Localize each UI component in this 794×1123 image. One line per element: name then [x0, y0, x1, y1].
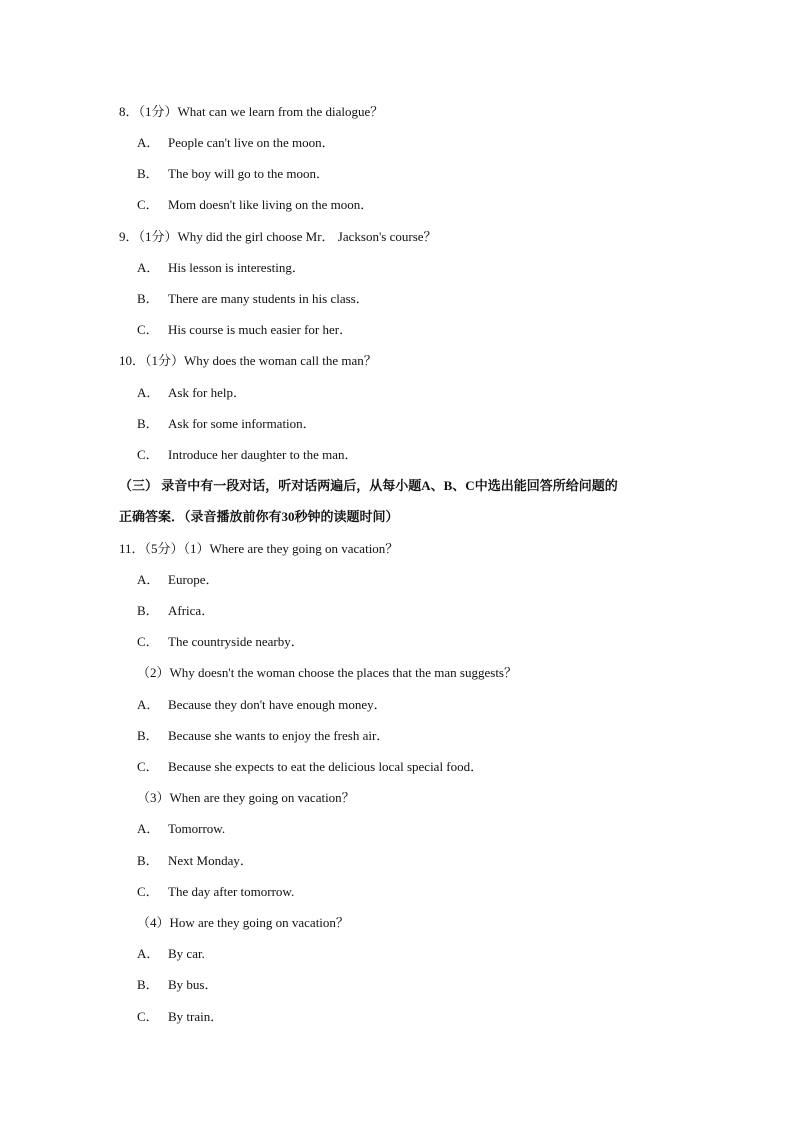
q11-part-2-prompt: （2）Why doesn't the woman choose the places that the man suggests？	[137, 665, 517, 680]
option-text: His lesson is interesting．	[168, 260, 305, 275]
option-text: Because she wants to enjoy the fresh air．	[168, 728, 390, 743]
option-text: There are many students in his class．	[168, 291, 369, 306]
q11-part-3-option-c	[137, 883, 294, 901]
question-9-prompt: 9．（1分）Why did the girl choose Mr． Jackson's course？	[119, 229, 437, 244]
option-letter: B．	[137, 166, 159, 181]
option-text: Introduce her daughter to the man．	[168, 447, 358, 462]
option-text: Mom doesn't like living on the moon．	[168, 197, 374, 212]
option-letter: A．	[137, 385, 160, 400]
question-11-prompt: 11．（5分）（1）Where are they going on vacation？	[119, 541, 399, 556]
option-text: His course is much easier for her．	[168, 322, 353, 337]
q11-part-3-option-b	[137, 852, 253, 870]
q11-part-1-option-a	[137, 571, 219, 589]
option-letter: C．	[137, 759, 159, 774]
option-text: The day after tomorrow.	[168, 884, 295, 899]
question-10-option-c	[137, 446, 358, 464]
q11-part-2-option-b	[137, 727, 389, 745]
option-text: By train．	[168, 1009, 224, 1024]
option-letter: A．	[137, 260, 160, 275]
option-text: By car.	[168, 946, 205, 961]
option-letter: A．	[137, 572, 160, 587]
question-9-option-b	[137, 290, 369, 308]
question-9-option-a	[137, 259, 305, 277]
q11-part-4-option-b	[137, 976, 217, 994]
question-10-option-b	[137, 415, 316, 433]
option-text: Next Monday．	[168, 853, 253, 868]
option-letter: C．	[137, 884, 159, 899]
section-3-instructions-line-2: 正确答案．（录音播放前你有30秒钟的读题时间）	[119, 509, 399, 524]
question-10-prompt: 10．（1分）Why does the woman call the man？	[119, 353, 377, 368]
question-9-option-c	[137, 321, 352, 339]
q11-part-2-option-a	[137, 696, 387, 714]
question-8-prompt: 8．（1分）What can we learn from the dialogue？	[119, 104, 384, 119]
option-letter: A．	[137, 697, 160, 712]
q11-part-3-option-a	[137, 820, 225, 838]
question-8-option-c	[137, 196, 373, 214]
option-letter: C．	[137, 322, 159, 337]
option-text: The boy will go to the moon．	[168, 166, 330, 181]
option-text: The countryside nearby．	[168, 634, 304, 649]
option-text: Because they don't have enough money．	[168, 697, 387, 712]
option-letter: C．	[137, 447, 159, 462]
question-10-option-a	[137, 384, 246, 402]
q11-part-1-option-c	[137, 633, 304, 651]
option-letter: A．	[137, 135, 160, 150]
option-text: Africa．	[168, 603, 215, 618]
option-text: Europe．	[168, 572, 219, 587]
option-letter: B．	[137, 977, 159, 992]
option-letter: B．	[137, 853, 159, 868]
option-text: Ask for help．	[168, 385, 246, 400]
option-letter: C．	[137, 634, 159, 649]
option-text: By bus．	[168, 977, 218, 992]
option-text: Ask for some information．	[168, 416, 316, 431]
q11-part-3-prompt: （3）When are they going on vacation？	[137, 790, 355, 805]
q11-part-4-option-a	[137, 945, 205, 963]
option-letter: A．	[137, 821, 160, 836]
question-8-option-b	[137, 165, 329, 183]
option-text: People can't live on the moon．	[168, 135, 335, 150]
section-3-instructions-line-1: （三） 录音中有一段对话，听对话两遍后，从每小题A、B、C中选出能回答所给问题的	[119, 478, 618, 493]
option-letter: B．	[137, 728, 159, 743]
option-letter: B．	[137, 603, 159, 618]
option-letter: B．	[137, 416, 159, 431]
q11-part-4-option-c	[137, 1008, 223, 1026]
option-text: Because she expects to eat the delicious local special food．	[168, 759, 484, 774]
question-8-option-a	[137, 134, 335, 152]
option-text: Tomorrow.	[168, 821, 226, 836]
option-letter: C．	[137, 1009, 159, 1024]
q11-part-1-option-b	[137, 602, 214, 620]
q11-part-2-option-c	[137, 758, 483, 776]
option-letter: B．	[137, 291, 159, 306]
q11-part-4-prompt: （4）How are they going on vacation？	[137, 915, 349, 930]
option-letter: A．	[137, 946, 160, 961]
option-letter: C．	[137, 197, 159, 212]
